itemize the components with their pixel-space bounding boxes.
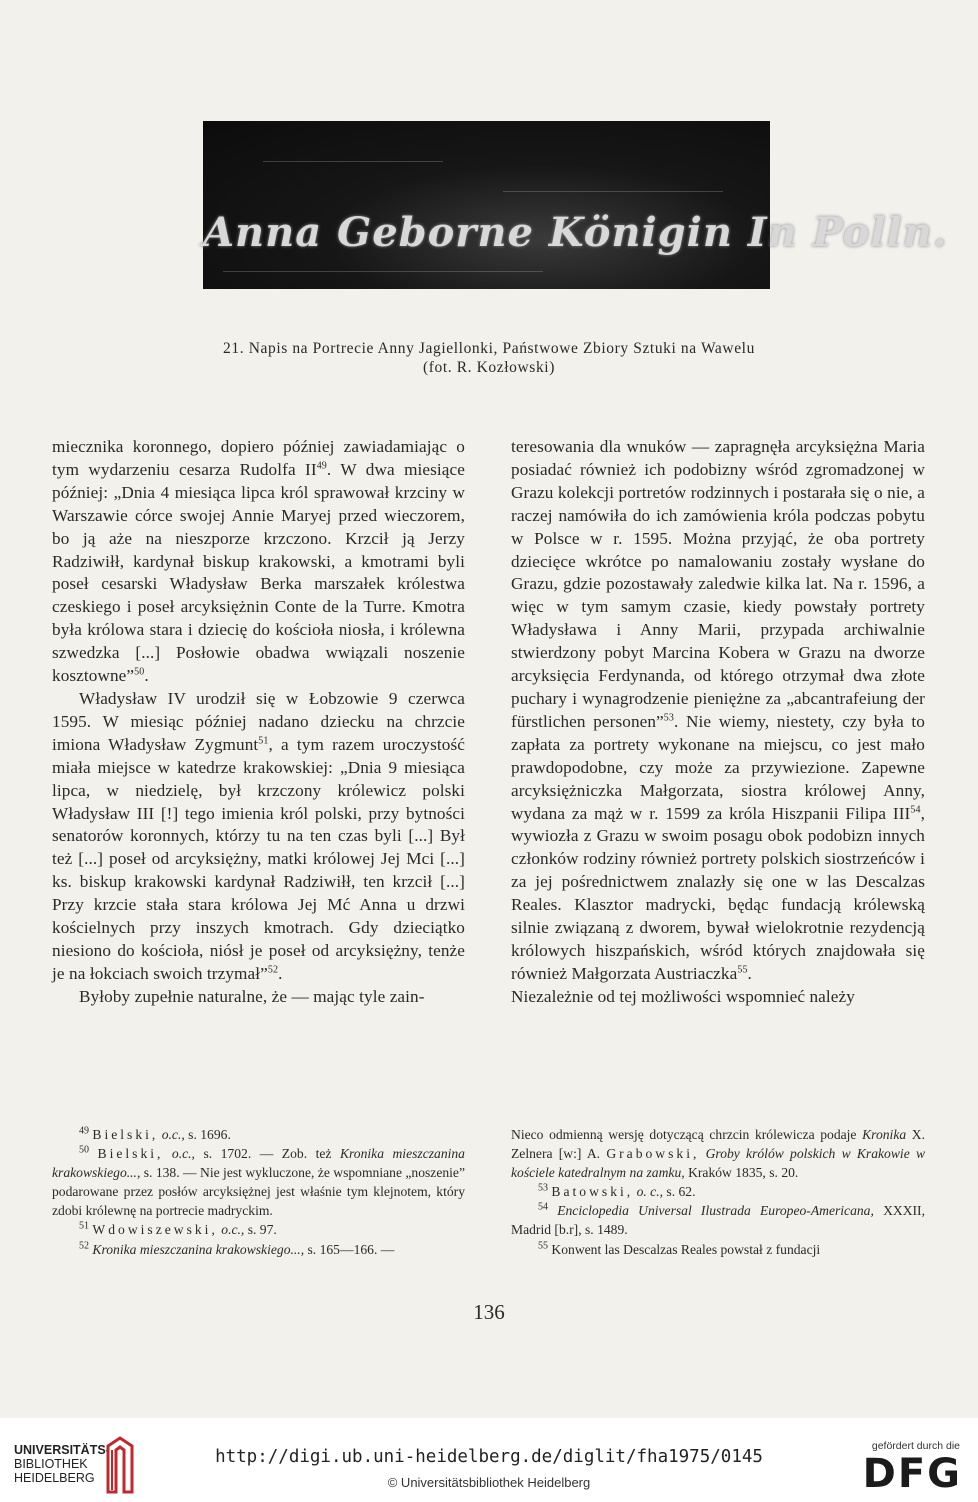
footnote-title: Kronika (862, 1127, 907, 1142)
figure-caption (100, 339, 878, 377)
footnote-ref: 50 (134, 666, 145, 678)
copyright-notice: © Universitätsbibliothek Heidelberg (387, 1475, 591, 1490)
body-column-right (511, 436, 925, 1009)
footnotes-right (511, 1125, 925, 1259)
text-run: . Nie wiemy, niestety, czy była to zapłata za portrety wykonane na miejscu, co jest mało prawdopodobne, czy może za przywiezione. Zapewne arcyksiężniczka Małgorzata, siostra królowej Anny, wydana za mąż w r. 1599 za króla Hiszpanii Filipa III (511, 711, 926, 823)
footnote-number: 55 (538, 1240, 548, 1252)
footnote-text: X. Zelnera [w:] A. (511, 1127, 925, 1162)
footnote-title: Kronika mieszczanina krakowskiego..., (92, 1241, 305, 1257)
footnote-ref: 51 (258, 735, 269, 747)
photo-scratch (223, 271, 543, 272)
footnote-ref: 53 (663, 712, 674, 724)
footnote-number: 52 (79, 1240, 89, 1252)
text-run: . (278, 963, 283, 983)
caption-line-2: (fot. R. Kozłowski) (423, 359, 555, 376)
footnote-ref: 52 (267, 964, 279, 976)
text-run: , a tym razem uroczystość miała miejsce w katedrze krakowskiej: „Dnia 9 miesiąca lipca, w niedzielę, był krzczony królewicz polski Władysław III [!] tego imienia król polski, przy bytności senatorów koronnych, którzy tu na ten czas byli [...] Był też [...] poseł od arcyksiężny, matki królowej Jej Mci [...] ks. biskup krakowski kardynał Radziwiłł, ten krzcił [...] Przy krzcie stała stara królowa Jej Mć Anna u drzwi kościelnych przy inszych kmotrach. Gdy dzieciątko niesiono do kościoła, niósł je poseł od arcyksiężny, tenże je na łokciach swoich trzymał” (52, 734, 465, 983)
text-run: , wywiozła z Grazu w swoim posagu obok podobizn innych członków rodziny również portrety polskich siostrzeńców i za jej pośrednictwem znalazły się one w las Descalzas Reales. Klasztor madrycki, będąc fundacją królewską silnie związaną z dworem, bywał wielokrotnie rezydencją królowych hiszpańskich, wśród których znajdowała się również Małgorzata Austriaczka (511, 803, 925, 983)
footnote-text: Nieco odmienną wersję dotyczącą chrzcin królewicza podaje (511, 1127, 857, 1142)
library-name-line: HEIDELBERG (14, 1471, 95, 1485)
inscription-text: Anna Geborne Königin In Polln. (203, 209, 948, 256)
footnote-title: Kronika mieszczanina krakowskiego..., (52, 1146, 465, 1181)
funding-note: gefördert durch die (871, 1440, 960, 1452)
footnotes-left (52, 1125, 465, 1259)
footnote-54 (511, 1201, 925, 1239)
footnote-ref: 55 (737, 964, 748, 976)
text-run: . (144, 666, 149, 686)
text-run: Władysław IV urodził się w Łobzowie 9 czerwca 1595. W miesiąc później nadano dziecku na chrzcie imiona Władysław Zygmunt (52, 688, 465, 754)
footnote-text: s. 1696. (188, 1127, 231, 1142)
footnote-author: Bielski, (92, 1127, 159, 1142)
library-name-line: BIBLIOTHEK (14, 1457, 88, 1471)
text-run: miecznika koronnego, dopiero później zawiadamiając o tym wydarzeniu cesarza Rudolfa II (52, 437, 465, 479)
caption-line-1: 21. Napis na Portrecie Anny Jagiellonki, Państwowe Zbiory Sztuki na Wawelu (223, 340, 755, 357)
paragraph (52, 688, 465, 986)
library-name-line: UNIVERSITÄTS- (14, 1443, 110, 1457)
footnote-number: 50 (79, 1144, 89, 1156)
footnote-53 (511, 1182, 925, 1201)
footnote-50 (52, 1144, 465, 1220)
figure-inscription-photo (203, 121, 948, 289)
footnote-number: 49 (79, 1125, 89, 1137)
footer-bar (0, 1418, 978, 1502)
footnote-text: Kraków 1835, s. 20. (688, 1165, 799, 1181)
dfg-logo[interactable]: DFG (862, 1451, 962, 1497)
footnote-author: Batowski, (551, 1184, 634, 1200)
footnote-text: s. 165—166. — (307, 1241, 395, 1257)
footnote-oc: o. c., (636, 1184, 664, 1200)
footnote-continuation (511, 1125, 925, 1182)
photo-scratch (263, 161, 443, 162)
footnote-ref: 54 (910, 803, 921, 815)
document-url-link[interactable]: http://digi.ub.uni-heidelberg.de/diglit/fha1975/0145 (215, 1447, 763, 1467)
footnote-text: s. 1702. — Zob. też (203, 1146, 332, 1162)
footnote-52 (52, 1240, 465, 1259)
footnote-oc: o.c., (161, 1127, 185, 1142)
footnote-ref: 49 (316, 460, 327, 472)
footnote-number: 53 (538, 1182, 548, 1194)
footnote-author: Wdowiszewski, (92, 1222, 218, 1238)
footnote-number: 54 (538, 1201, 548, 1213)
footnote-oc: o.c., (171, 1146, 195, 1162)
footnote-title: Enciclopedia Universal Ilustrada Europeo-Americana, (557, 1203, 874, 1219)
text-run: . (747, 963, 752, 983)
footnote-text: s. 62. (666, 1184, 696, 1200)
footnote-text: s. 97. (247, 1222, 277, 1238)
paragraph (511, 436, 925, 986)
footnote-author: Grabowski, (606, 1146, 700, 1162)
page-number: 136 (473, 1300, 505, 1324)
paragraph: Byłoby zupełnie naturalne, że — mając tyle zain- (79, 986, 425, 1006)
text-run: . W dwa miesiące później: „Dnia 4 miesiąca lipca król sprawował krzciny w Warszawie córce swojej Annie Maryej przed wieczorem, bo ją aże na nieszporze krzczono. Krzcił ją Jerzy Radziwiłł, kardynał biskup krakowski, a kmotrami byli poseł cesarski Władysław Berka marszałek królestwa czeskiego i poseł arcyksiężnin Conte de la Turre. Kmotra była królowa stara i dziecię do kościoła niosła, i królewna szwedzka [...] Posłowie obadwa wwiązali noszenie kosztowne” (52, 459, 465, 686)
paragraph (52, 436, 465, 688)
footnote-49 (52, 1125, 465, 1144)
footnote-55 (511, 1240, 925, 1259)
footnote-number: 51 (79, 1220, 89, 1232)
footnote-text: XXXII, Madrid [b.r], s. 1489. (511, 1203, 925, 1238)
photo-scratch (503, 191, 723, 192)
footnote-text: s. 138. — Nie jest wykluczone, że wspomniane „noszenie” podarowane przez posłów arcyksiężnej jest właśnie tym klejnotem, który zdobi królewnę na portrecie madryckim. (52, 1165, 465, 1219)
body-column-left (52, 436, 465, 1009)
text-run: teresowania dla wnuków — zapragnęła arcyksiężna Maria posiadać również ich podobizny wśród zgromadzonej w Grazu kolekcji portretów rodzinnych i postarała się o nie, a raczej namówiła do ich zamówienia króla podczas pobytu w Polsce w r. 1595. Można przyjąć, że oba portrety dziecięce wkrótce po namalowaniu zostały wysłane do Grazu, gdzie pozostawały zaledwie kilka lat. Na r. 1596, a więc w tym samym czasie, kiedy powstały portrety Władysława i Anny Marii, przypada archiwalnie stwierdzony pobyt Marcina Kobera w Grazu na dworze arcyksięcia Ferdynanda, od którego otrzymał dwa złote puchary i wynagrodzenie pieniężne za „abcantrafeiung der fürstlichen personen” (511, 437, 925, 731)
footnote-51 (52, 1220, 465, 1239)
footnote-title: Groby królów polskich w Krakowie w kościele katedralnym na zamku, (511, 1146, 926, 1181)
footnote-text: Konwent las Descalzas Reales powstał z fundacji (551, 1241, 821, 1257)
paragraph: Niezależnie od tej możliwości wspomnieć należy (511, 986, 855, 1006)
footnote-author: Bielski, (97, 1146, 164, 1162)
footnote-oc: o.c., (221, 1222, 245, 1238)
